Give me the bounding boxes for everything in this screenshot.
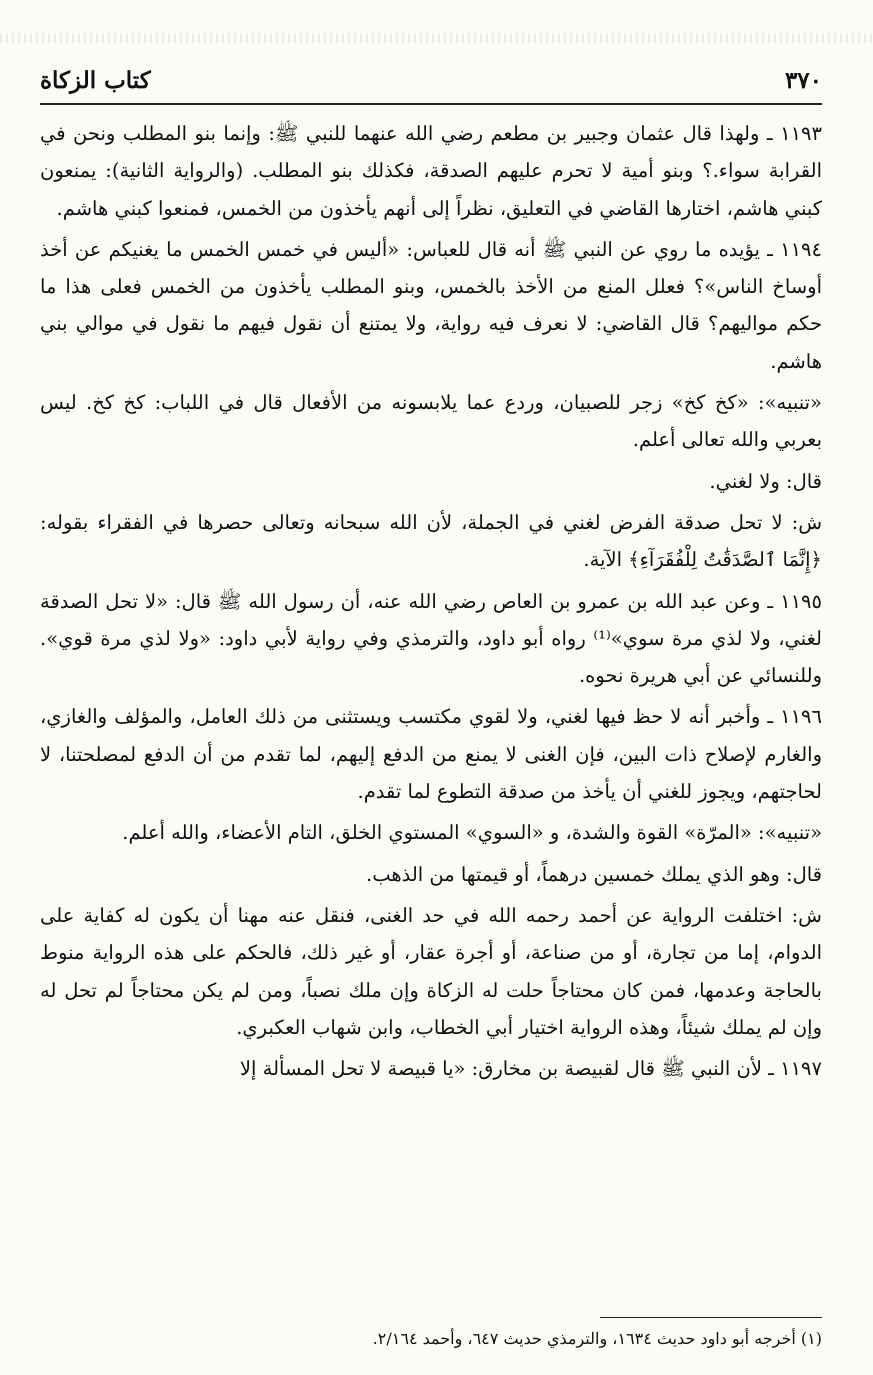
paragraph-note-mirra: «تنبيه»: «المرّة» القوة والشدة، و «السوي» المستوي الخلق، التام الأعضاء، والله أعلم. <box>122 821 822 845</box>
scan-noise <box>0 33 873 43</box>
page-number: ٣٧٠ <box>784 67 822 94</box>
paragraph-1194: ١١٩٤ ـ يؤيده ما روي عن النبي ﷺ أنه قال للعباس: «أليس في خمس الخمس ما يغنيكم عن أخذ أوساخ الناس»؟ فعلل المنع من الأخذ بالخمس، وبنو المطلب يأخذون من الخمس فعلى هذا ما حكم مواليهم؟ قال القاضي: لا نعرف فيه رواية، ولا يمتنع أن نقول فيهم ما نقول في موالي بني هاشم. <box>40 237 822 373</box>
paragraph-qala-ghani: قال: ولا لغني. <box>709 469 822 493</box>
paragraph-qala-khamsin: قال: وهو الذي يملك خمسين درهماً، أو قيمتها من الذهب. <box>366 862 822 886</box>
footnote: (١) أخرجه أبو داود حديث ١٦٣٤، والترمذي حديث ٦٤٧، وأحمد ٢/١٦٤. <box>372 1329 822 1348</box>
book-page <box>40 55 822 1365</box>
paragraph-sharh-hadd: ش: اختلفت الرواية عن أحمد رحمه الله في حد الغنى، فنقل عنه مهنا أن يكون له كفاية على الدوام، إما من تجارة، أو من صناعة، أو أجرة عقار، أو غير ذلك، فالحكم على هذه الرواية منوط بالحاجة وعدمها، فمن كان محتاجاً حلت له الزكاة وإن ملك نصباً، ومن لم يكن محتاجاً لم تحل له وإن لم يملك شيئاً، وهذه الرواية اختيار أبي الخطاب، وابن شهاب العكبري. <box>40 903 822 1039</box>
page-body <box>40 115 822 1091</box>
page-header <box>40 65 822 105</box>
paragraph-note-kakh: «تنبيه»: «كخ كخ» زجر للصبيان، وردع عما يلابسونه من الأفعال قال في اللباب: كخ كخ. ليس بعربي والله تعالى أعلم. <box>40 391 822 452</box>
paragraph-sharh-ghani: ش: لا تحل صدقة الفرض لغني في الجملة، لأن الله سبحانه وتعالى حصرها في الفقراء بقوله: ﴿إِنَّمَا ٱلصَّدَقَٰتُ لِلْفُقَرَآءِ﴾ الآية. <box>40 510 822 572</box>
footnote-divider <box>600 1317 822 1318</box>
paragraph-1197: ١١٩٧ ـ لأن النبي ﷺ قال لقبيصة بن مخارق: «يا قبيصة لا تحل المسألة إلا <box>239 1057 822 1081</box>
book-title: كتاب الزكاة <box>40 67 151 94</box>
paragraph-1196: ١١٩٦ ـ وأخبر أنه لا حظ فيها لغني، ولا لقوي مكتسب ويستثنى من ذلك العامل، والمؤلف والغازي، والغارم لإصلاح ذات البين، فإن الغنى لا يمنع من الدفع إليهم، لما تقدم من أن الدفع لمصلحتنا، لا لحاجتهم، ويجوز للغني أن يأخذ من صدقة التطوع لما تقدم. <box>40 705 822 804</box>
paragraph-1195: ١١٩٥ ـ وعن عبد الله بن عمرو بن العاص رضي الله عنه، أن رسول الله ﷺ قال: «لا تحل الصدقة لغني، ولا لذي مرة سوي»⁽¹⁾ رواه أبو داود، والترمذي وفي رواية لأبي داود: «ولا لذي مرة قوي». وللنسائي عن أبي هريرة نحوه. <box>40 589 822 688</box>
paragraph-1193: ١١٩٣ ـ ولهذا قال عثمان وجبير بن مطعم رضي الله عنهما للنبي ﷺ: وإنما بنو المطلب ونحن في القرابة سواء.؟ وبنو أمية لا تحرم عليهم الصدقة، فكذلك بنو المطلب. (والرواية الثانية): يمنعون كبني هاشم، اختارها القاضي في التعليق، نظراً إلى أنهم يأخذون من الخمس، فمنعوا كبني هاشم. <box>40 122 822 220</box>
